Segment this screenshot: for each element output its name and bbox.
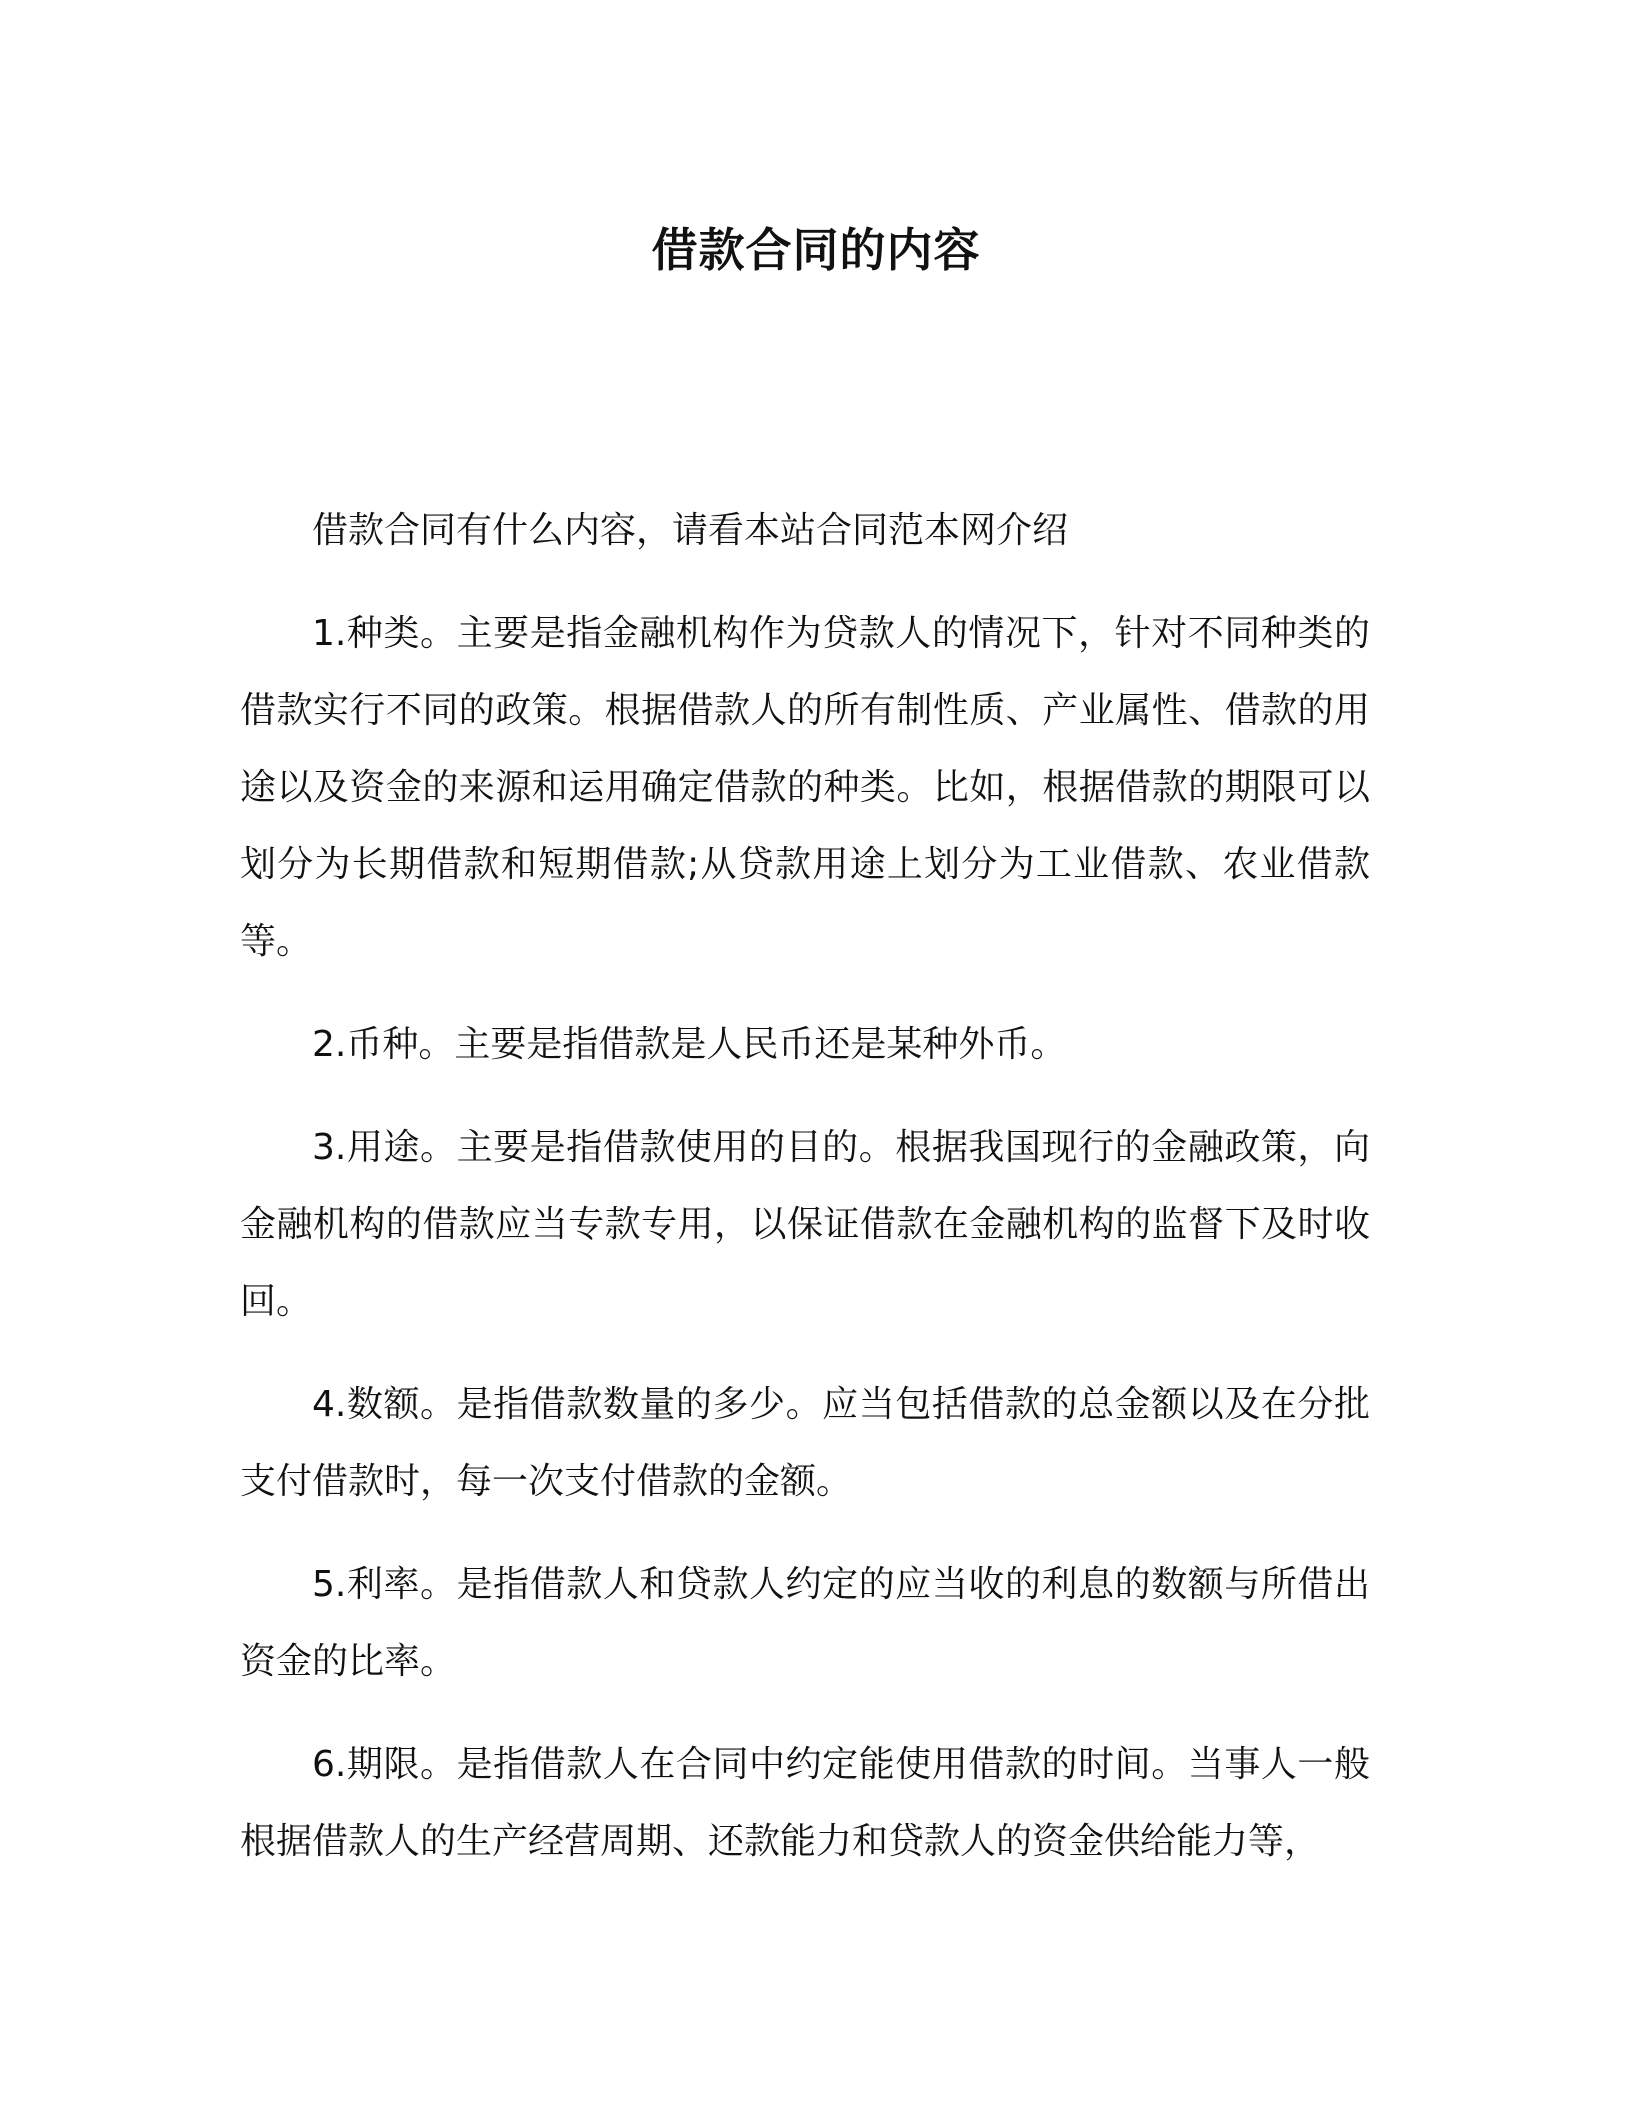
intro-paragraph: 借款合同有什么内容，请看本站合同范本网介绍 <box>312 510 1069 551</box>
paragraph-type: 1.种类。主要是指金融机构作为贷款人的情况下，针对不同种类的借款实行不同的政策。根据借款人的所有制性质、产业属性、借款的用途以及资金的来源和运用确定借款的种类。比如，根据借款的期限可以划分为长期借款和短期借款;从贷款用途上划分为工业借款、农业借款等。 <box>240 613 1370 962</box>
paragraph-interest-rate: 5.利率。是指借款人和贷款人约定的应当收的利息的数额与所借出资金的比率。 <box>240 1564 1370 1682</box>
paragraph-term: 6.期限。是指借款人在合同中约定能使用借款的时间。当事人一般根据借款人的生产经营周期、还款能力和贷款人的资金供给能力等， <box>240 1744 1370 1862</box>
paragraph-currency: 2.币种。主要是指借款是人民币还是某种外币。 <box>312 1024 1067 1065</box>
paragraph-purpose: 3.用途。主要是指借款使用的目的。根据我国现行的金融政策，向金融机构的借款应当专款专用，以保证借款在金融机构的监督下及时收回。 <box>240 1127 1370 1322</box>
document-body <box>240 492 1370 1906</box>
paragraph-amount: 4.数额。是指借款数量的多少。应当包括借款的总金额以及在分批支付借款时，每一次支付借款的金额。 <box>240 1384 1370 1502</box>
document-title: 借款合同的内容 <box>651 223 981 277</box>
